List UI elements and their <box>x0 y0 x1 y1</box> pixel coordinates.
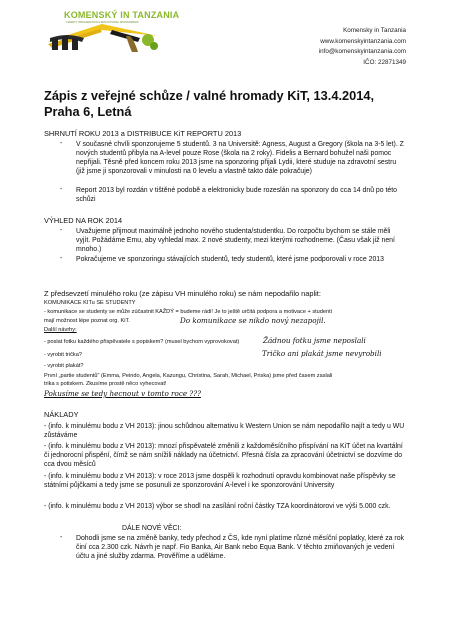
costs-item: - (info. k minulému bodu z VH 2013) výbor se shodl na zasílání roční částky TZA koordinátorovi ve výši 5.000 czk. <box>44 503 391 510</box>
summary-item: Report 2013 byl rozdán v tištěné podobě a elektronicky bude rozeslán na sponzory do cca 14 dnů po této schůzi <box>76 187 398 204</box>
resolution-line: První „partie studentů" (Emma, Peindo, Angela, Kazungu, Christina, Sarah, Michael, Priska) jsme před časem zaslali <box>44 373 333 379</box>
logo-tagline: CHARITY ORGANIZATION & EDUCATIONAL SPONSORSHIP <box>66 21 139 24</box>
resolution-line: Další návrhy: <box>44 327 77 333</box>
resolution-line: - vyrobit plakát? <box>44 363 84 369</box>
bullet-marker: - <box>60 227 63 234</box>
section-subheading-new: DÁLE NOVÉ VĚCI: <box>122 525 182 532</box>
handwritten-note: Tričko ani plakát jsme nevyrobili <box>262 349 382 358</box>
logo-text: KOMENSKÝ IN TANZANIA <box>64 10 180 20</box>
resolution-line: - poslat fotku každého přispěvatele s popiskem? (musel bychom vyprovokovat) <box>44 339 240 345</box>
section-heading-summary: SHRNUTÍ ROKU 2013 a DISTRIBUCE KiT REPORTU 2013 <box>44 129 242 138</box>
section-heading-outlook: VÝHLED NA ROK 2014 <box>44 216 123 225</box>
contact-web[interactable]: www.komenskyintanzania.com <box>320 37 406 45</box>
bullet-marker: - <box>60 534 63 541</box>
section-heading-costs: NÁKLADY <box>44 410 79 419</box>
resolution-line: - vyrobit trička? <box>44 352 82 358</box>
costs-new-item: Dohodli jsme se na změně banky, tedy přechod z ČS, kde nyní platíme různé měsíční poplatky, které za rok činí cca 2.300 czk. Návrh je např. Fio Banka, Air Bank nebo Equa Bank. V těchto zmiňovaných je vedení účtu a jiné služby zdarma. Prověříme a uděláme. <box>76 535 404 561</box>
page-title: Zápis z veřejné schůze / valné hromady KiT, 13.4.2014, Praha 6, Letná <box>44 88 375 119</box>
section-heading-resolutions: Z předsevzetí minulého roku (ze zápisu VH minulého roku) se nám nepodařilo naplit: <box>44 289 321 298</box>
handwritten-note: Pokusíme se tedy hecnout v tomto roce ??? <box>44 389 201 398</box>
resolution-line: mají možnost lépe poznat org. KiT. <box>44 318 130 324</box>
bullet-marker: - <box>60 186 63 193</box>
bullet-marker: - <box>60 140 63 147</box>
contact-ico: IČO: 22871349 <box>363 58 406 66</box>
resolution-line: KOMUNIKACE KITu SE STUDENTY <box>44 300 136 306</box>
resolution-line: trika s potiskem. Zkusíme prostě něco vyhecovat! <box>44 381 167 387</box>
contact-name: Komensky in Tanzania <box>343 27 406 34</box>
costs-item: - (info. k minulému bodu z VH 2013): mnozí přispěvatelé změnili z každoměsíčního přispívání na KiT účet na kvartální či jednorocní přispění, čímž se nám snížili náklady na účetnictví. Přesná čísla za zpracování účetnictví se dozvíme do cca dvou měsíců <box>44 443 403 469</box>
outlook-item: Uvažujeme přijmout maximálně jednoho nového studenta/studentku. Do rozpočtu bychom se stále měli vyjít. Požádáme Emu, aby vyhledal max. 2 nové studenty, mezi kterými rozhodneme. (Času však již není mnoho.) <box>76 228 395 254</box>
contact-email[interactable]: info@komenskyintanzania.com <box>318 48 406 55</box>
contact-block <box>319 26 406 68</box>
summary-item: V současné chvíli sponzorujeme 5 studentů. 3 na Universitě: Agness, August a Gregory (škola na 3-5 let). Z nových studentů přibyla na A-level pouze Rose (škola na 2 roky). Fidelis a Bernard bohužel naši pomoc nepřijali. Těsně před koncem roku 2013 jsme na sponzoring přijali Lydii, které studuje na zdravotní sestru (již jsme ji sponzorovali v minulosti na 0 levelu a vlastně takto dále pokračuje) <box>76 141 404 176</box>
resolution-line: - komunikace se studenty se může zúčastnit KAŽDÝ = budeme rádi! Je to ještě určitá podpora a motivace + studenti <box>44 309 332 315</box>
costs-item: - (info. k minulému bodu z VH 2013): v roce 2013 jsme dospěli k rozhodnutí opravdu kombinovat naše příspěvky se státními půjčkami a tedy jsme se posunuli ze sponzorování A-level i ke sponzorování University <box>44 473 396 490</box>
handwritten-note: Žádnou fotku jsme neposlali <box>263 336 366 345</box>
outlook-item: Pokračujeme ve sponzoringu stávajících studentů, tedy studentů, které jsme podporovali v roce 2013 <box>76 256 384 263</box>
handwritten-note: Do komunikace se nikdo nový nezapojil. <box>180 316 326 325</box>
logo <box>42 8 180 54</box>
bullet-marker: - <box>60 255 63 262</box>
costs-item: - (info. k minulému bodu z VH 2013): jinou schůdnou alternativu k Western Union se nám nepodařilo najít a tedy u WU zůstáváme <box>44 423 405 440</box>
